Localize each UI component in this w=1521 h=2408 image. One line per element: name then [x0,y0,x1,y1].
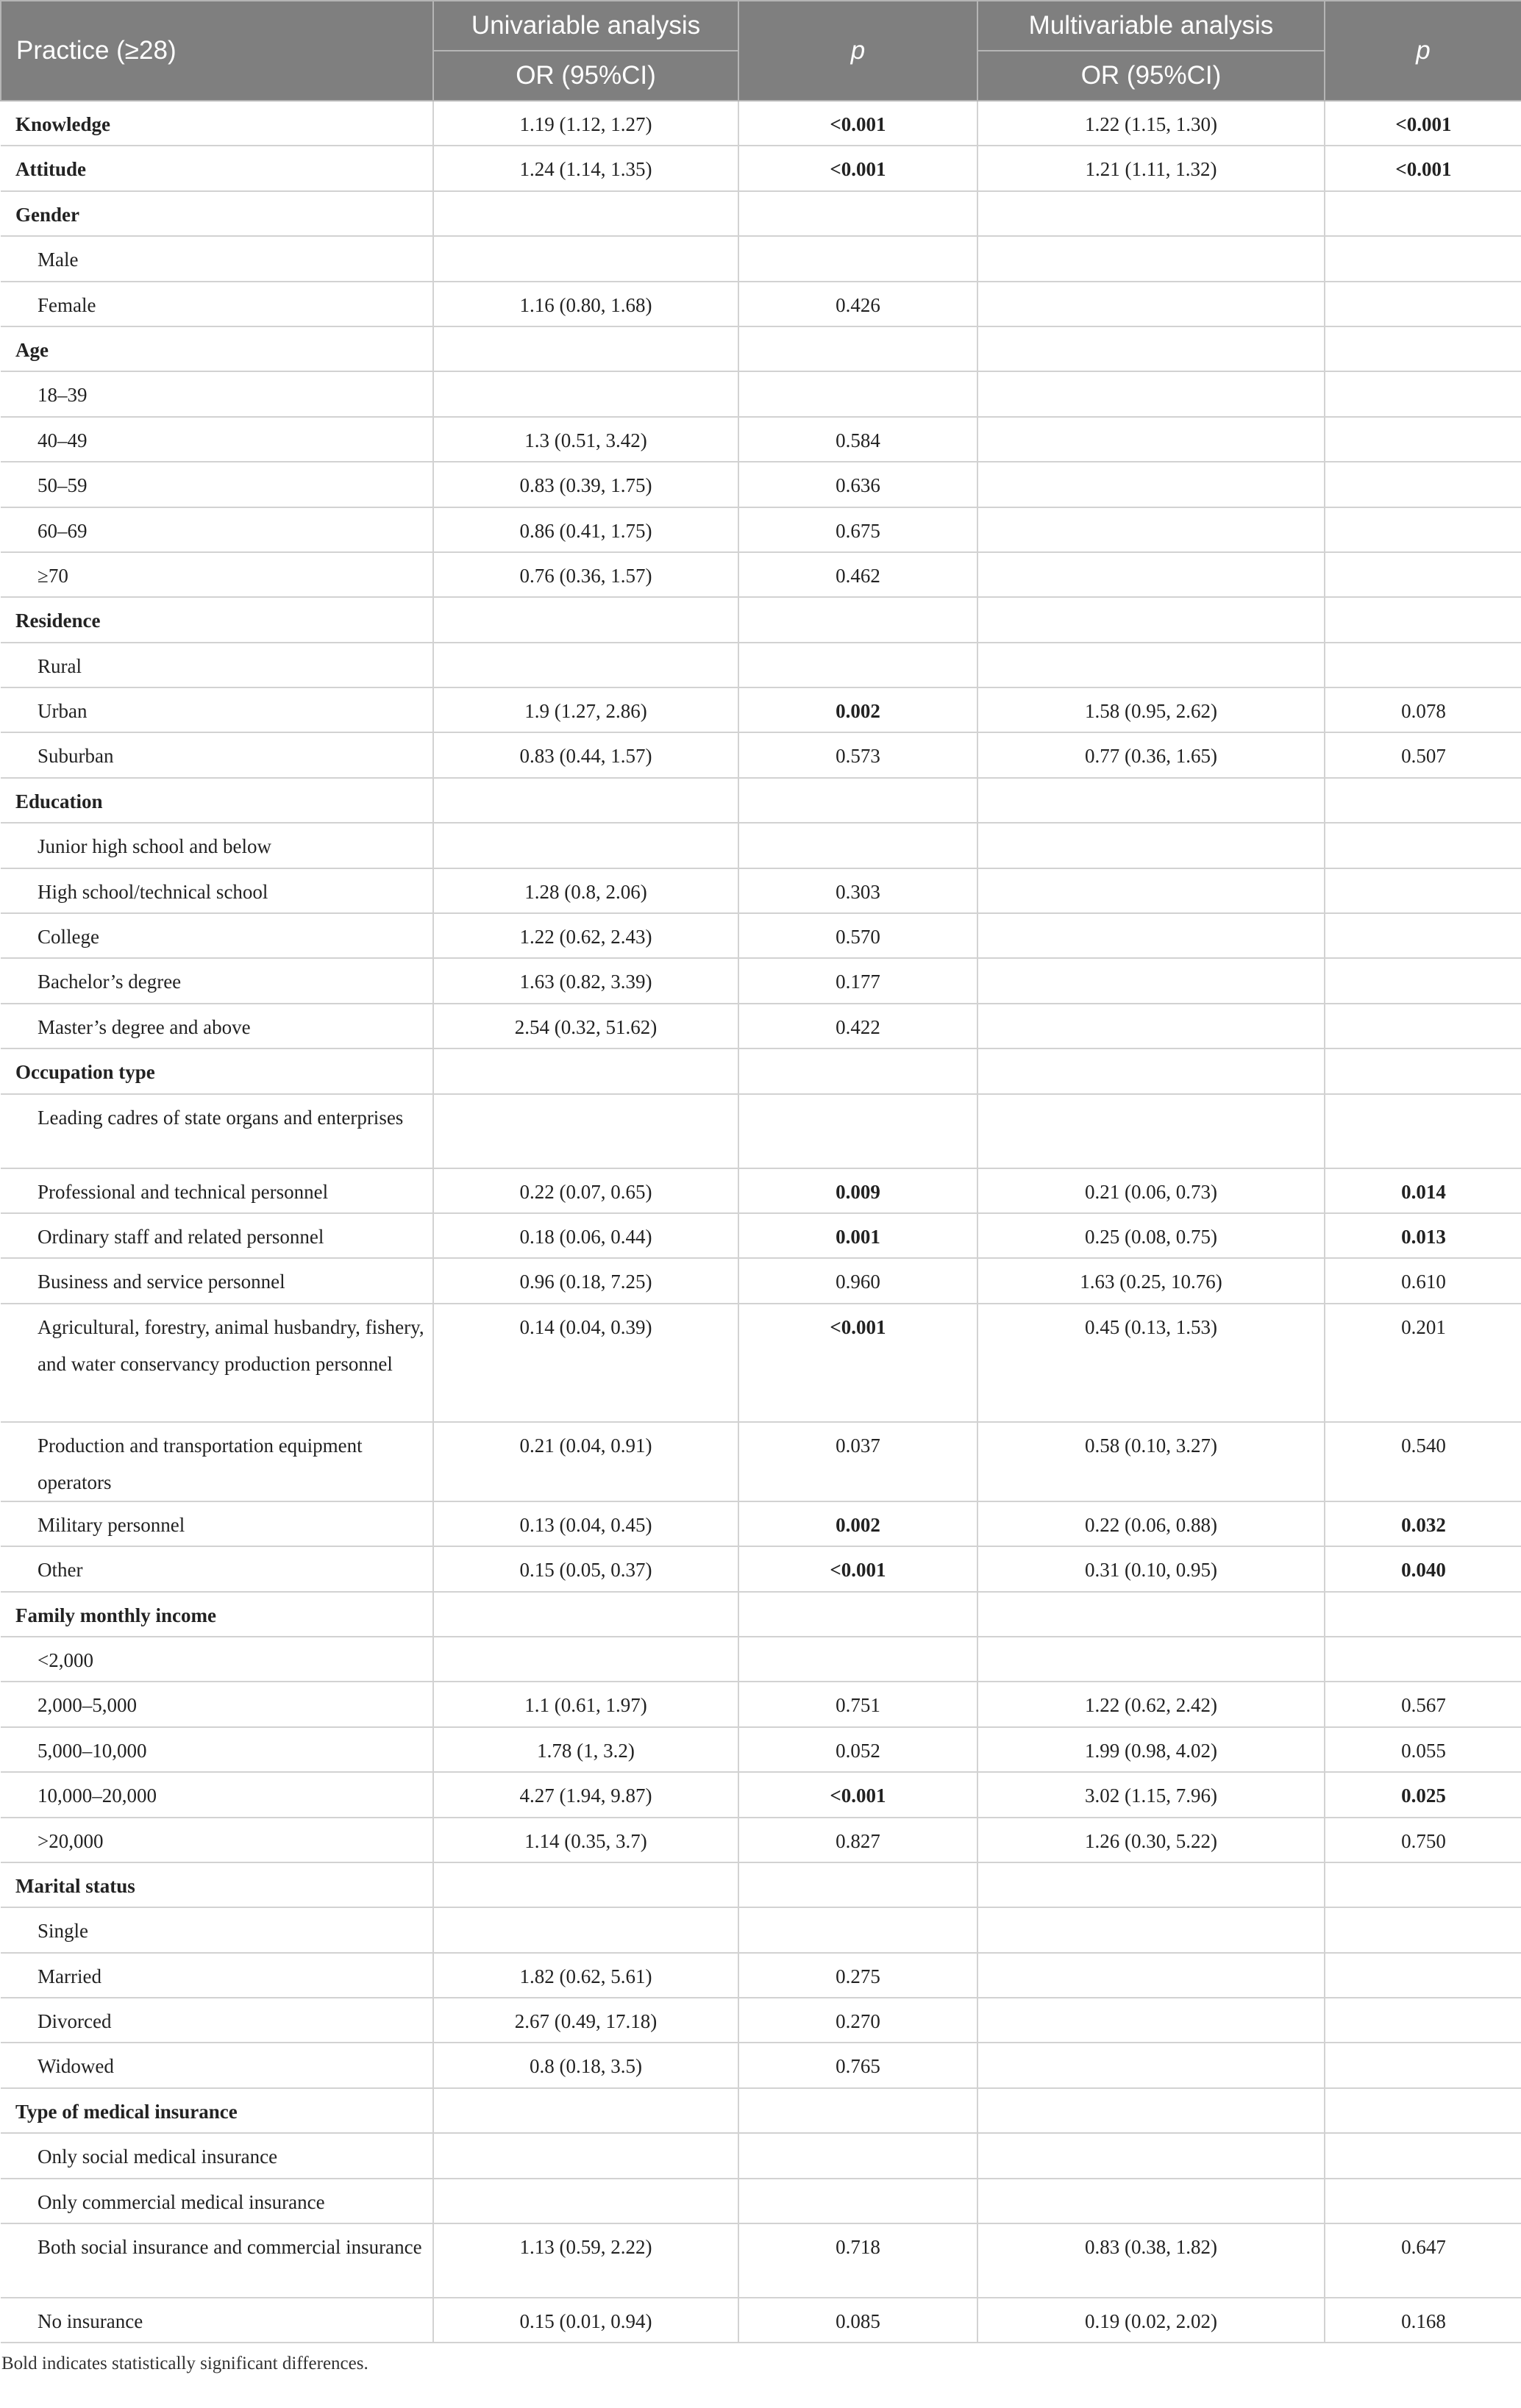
header-practice: Practice (≥28) [1,1,433,101]
multivariable-p-cell: <0.001 [1325,146,1521,190]
row-label: Age [1,326,433,371]
univariable-or-cell: 1.63 (0.82, 3.39) [433,958,738,1003]
multivariable-p-cell [1325,417,1521,462]
univariable-or-cell [433,1862,738,1907]
row-label: Female [1,282,433,326]
row-label: <2,000 [1,1637,433,1682]
univariable-or-cell [433,2133,738,2178]
row-label: Male [1,236,433,281]
table-row [1,1818,1521,1862]
multivariable-or-cell [977,1907,1325,1952]
multivariable-p-cell: 0.040 [1325,1546,1521,1591]
table-row [1,868,1521,913]
multivariable-p-cell: 0.647 [1325,2223,1521,2298]
univariable-or-cell: 0.83 (0.39, 1.75) [433,462,738,507]
table-row [1,1998,1521,2043]
univariable-p-cell: 0.960 [738,1258,977,1303]
row-label: Other [1,1546,433,1591]
multivariable-p-cell [1325,552,1521,597]
row-label: Marital status [1,1862,433,1907]
multivariable-or-cell [977,462,1325,507]
multivariable-p-cell: 0.201 [1325,1304,1521,1422]
multivariable-or-cell: 0.25 (0.08, 0.75) [977,1213,1325,1258]
univariable-p-cell: 0.426 [738,282,977,326]
multivariable-p-cell [1325,507,1521,552]
multivariable-p-cell [1325,1004,1521,1048]
row-label: ≥70 [1,552,433,597]
multivariable-or-cell: 1.58 (0.95, 2.62) [977,687,1325,732]
table-row [1,1592,1521,1637]
univariable-p-cell [738,326,977,371]
univariable-or-cell: 1.16 (0.80, 1.68) [433,282,738,326]
univariable-p-cell: 0.751 [738,1682,977,1726]
table-row [1,1304,1521,1422]
table-row [1,2179,1521,2223]
row-label: Residence [1,597,433,642]
table-row [1,1637,1521,1682]
multivariable-or-cell: 1.63 (0.25, 10.76) [977,1258,1325,1303]
univariable-p-cell [738,2179,977,2223]
univariable-or-cell: 1.1 (0.61, 1.97) [433,1682,738,1726]
table-row [1,1862,1521,1907]
univariable-or-cell: 1.78 (1, 3.2) [433,1727,738,1772]
univariable-p-cell: <0.001 [738,146,977,190]
row-label: Type of medical insurance [1,2088,433,2133]
univariable-or-cell: 0.86 (0.41, 1.75) [433,507,738,552]
row-label: Knowledge [1,101,433,146]
table-row [1,552,1521,597]
univariable-or-cell [433,2088,738,2133]
row-label: Attitude [1,146,433,190]
multivariable-or-cell [977,958,1325,1003]
univariable-or-cell: 0.76 (0.36, 1.57) [433,552,738,597]
multivariable-or-cell [977,282,1325,326]
multivariable-or-cell: 0.22 (0.06, 0.88) [977,1501,1325,1546]
univariable-p-cell: 0.009 [738,1168,977,1213]
univariable-p-cell [738,1048,977,1093]
row-label: >20,000 [1,1818,433,1862]
multivariable-or-cell [977,2043,1325,2087]
multivariable-or-cell [977,1592,1325,1637]
multivariable-p-cell [1325,1048,1521,1093]
multivariable-p-cell: 0.055 [1325,1727,1521,1772]
row-label: Only social medical insurance [1,2133,433,2178]
multivariable-or-cell [977,913,1325,958]
row-label: College [1,913,433,958]
multivariable-p-cell: 0.025 [1325,1772,1521,1817]
multivariable-p-cell [1325,1862,1521,1907]
table-row [1,282,1521,326]
table-row [1,326,1521,371]
table-row [1,1682,1521,1726]
row-label: High school/technical school [1,868,433,913]
univariable-p-cell: 0.765 [738,2043,977,2087]
table-row [1,236,1521,281]
multivariable-p-cell [1325,778,1521,823]
multivariable-p-cell: 0.507 [1325,732,1521,777]
multivariable-p-cell [1325,2133,1521,2178]
multivariable-or-cell [977,1998,1325,2043]
multivariable-p-cell: 0.078 [1325,687,1521,732]
univariable-or-cell [433,236,738,281]
univariable-or-cell [433,597,738,642]
multivariable-p-cell: 0.567 [1325,1682,1521,1726]
row-label: 18–39 [1,371,433,416]
univariable-p-cell: 0.037 [738,1422,977,1501]
univariable-or-cell: 2.54 (0.32, 51.62) [433,1004,738,1048]
univariable-or-cell [433,643,738,687]
univariable-p-cell [738,1907,977,1952]
table-row [1,1094,1521,1168]
row-label: Professional and technical personnel [1,1168,433,1213]
table-row [1,1772,1521,1817]
row-label: Business and service personnel [1,1258,433,1303]
multivariable-p-cell [1325,868,1521,913]
table-row [1,101,1521,146]
table-row [1,778,1521,823]
univariable-or-cell [433,823,738,868]
univariable-or-cell [433,2179,738,2223]
multivariable-or-cell: 0.45 (0.13, 1.53) [977,1304,1325,1422]
univariable-or-cell [433,1907,738,1952]
multivariable-p-cell [1325,643,1521,687]
row-label: Only commercial medical insurance [1,2179,433,2223]
table-row [1,597,1521,642]
multivariable-p-cell [1325,1953,1521,1998]
univariable-p-cell: 0.270 [738,1998,977,2043]
univariable-p-cell: 0.422 [738,1004,977,1048]
header-univariable: Univariable analysis [433,1,738,51]
row-label: Urban [1,687,433,732]
header-p-univariable: p [738,1,977,101]
row-label: 5,000–10,000 [1,1727,433,1772]
multivariable-p-cell: 0.013 [1325,1213,1521,1258]
univariable-p-cell [738,1637,977,1682]
univariable-or-cell: 0.14 (0.04, 0.39) [433,1304,738,1422]
row-label: Gender [1,191,433,236]
row-label: Suburban [1,732,433,777]
row-label: Leading cadres of state organs and enterprises [1,1094,433,1168]
table-row [1,1213,1521,1258]
multivariable-or-cell [977,326,1325,371]
univariable-p-cell: 0.584 [738,417,977,462]
multivariable-or-cell: 0.31 (0.10, 0.95) [977,1546,1325,1591]
multivariable-p-cell [1325,371,1521,416]
table-row [1,958,1521,1003]
univariable-p-cell [738,1592,977,1637]
table-row [1,2298,1521,2343]
univariable-p-cell: 0.636 [738,462,977,507]
univariable-p-cell [738,597,977,642]
univariable-or-cell [433,371,738,416]
univariable-or-cell: 2.67 (0.49, 17.18) [433,1998,738,2043]
univariable-or-cell: 0.15 (0.01, 0.94) [433,2298,738,2343]
row-label: Bachelor’s degree [1,958,433,1003]
multivariable-p-cell [1325,326,1521,371]
multivariable-or-cell [977,236,1325,281]
univariable-or-cell: 0.22 (0.07, 0.65) [433,1168,738,1213]
multivariable-p-cell: 0.032 [1325,1501,1521,1546]
univariable-p-cell: <0.001 [738,101,977,146]
univariable-p-cell: 0.718 [738,2223,977,2298]
table-row [1,1422,1521,1501]
multivariable-or-cell: 0.83 (0.38, 1.82) [977,2223,1325,2298]
multivariable-or-cell [977,191,1325,236]
multivariable-p-cell [1325,282,1521,326]
univariable-p-cell: 0.001 [738,1213,977,1258]
multivariable-p-cell [1325,462,1521,507]
multivariable-p-cell [1325,2179,1521,2223]
table-row [1,687,1521,732]
univariable-or-cell [433,191,738,236]
univariable-p-cell: <0.001 [738,1546,977,1591]
multivariable-or-cell: 0.77 (0.36, 1.65) [977,732,1325,777]
univariable-or-cell: 1.3 (0.51, 3.42) [433,417,738,462]
table-row [1,1048,1521,1093]
univariable-p-cell: 0.275 [738,1953,977,1998]
row-label: Family monthly income [1,1592,433,1637]
univariable-or-cell [433,1048,738,1093]
multivariable-or-cell [977,1953,1325,1998]
multivariable-p-cell: <0.001 [1325,101,1521,146]
row-label: Agricultural, forestry, animal husbandry, fishery, and water conservancy production personnel [1,1304,433,1422]
univariable-p-cell [738,191,977,236]
row-label: 2,000–5,000 [1,1682,433,1726]
multivariable-or-cell [977,507,1325,552]
univariable-p-cell: 0.462 [738,552,977,597]
univariable-or-cell: 0.13 (0.04, 0.45) [433,1501,738,1546]
univariable-p-cell: 0.303 [738,868,977,913]
univariable-p-cell: 0.573 [738,732,977,777]
table-footnote: Bold indicates statistically significant differences. [1,2354,368,2374]
row-label: Master’s degree and above [1,1004,433,1048]
multivariable-p-cell: 0.750 [1325,1818,1521,1862]
row-label: Occupation type [1,1048,433,1093]
univariable-or-cell: 1.19 (1.12, 1.27) [433,101,738,146]
multivariable-or-cell [977,1094,1325,1168]
univariable-p-cell [738,1094,977,1168]
table-row [1,1727,1521,1772]
multivariable-or-cell [977,1048,1325,1093]
multivariable-or-cell: 1.21 (1.11, 1.32) [977,146,1325,190]
table-row [1,146,1521,190]
multivariable-p-cell [1325,2043,1521,2087]
univariable-or-cell: 0.8 (0.18, 3.5) [433,2043,738,2087]
header-multivariable: Multivariable analysis [977,1,1325,51]
univariable-or-cell [433,1094,738,1168]
univariable-or-cell: 1.13 (0.59, 2.22) [433,2223,738,2298]
table-row [1,732,1521,777]
row-label: Junior high school and below [1,823,433,868]
table-row [1,2223,1521,2298]
univariable-p-cell: 0.570 [738,913,977,958]
univariable-p-cell [738,643,977,687]
univariable-or-cell: 0.83 (0.44, 1.57) [433,732,738,777]
univariable-p-cell [738,1862,977,1907]
multivariable-p-cell: 0.014 [1325,1168,1521,1213]
row-label: Widowed [1,2043,433,2087]
univariable-p-cell [738,236,977,281]
table-row [1,507,1521,552]
univariable-or-cell: 4.27 (1.94, 9.87) [433,1772,738,1817]
univariable-p-cell: 0.052 [738,1727,977,1772]
table-row [1,1168,1521,1213]
univariable-or-cell: 1.28 (0.8, 2.06) [433,868,738,913]
multivariable-p-cell: 0.610 [1325,1258,1521,1303]
multivariable-p-cell [1325,597,1521,642]
table-row [1,823,1521,868]
table-row [1,1907,1521,1952]
row-label: Education [1,778,433,823]
univariable-or-cell: 1.9 (1.27, 2.86) [433,687,738,732]
multivariable-or-cell [977,371,1325,416]
univariable-p-cell: 0.002 [738,687,977,732]
multivariable-p-cell: 0.540 [1325,1422,1521,1501]
multivariable-or-cell: 0.58 (0.10, 3.27) [977,1422,1325,1501]
multivariable-p-cell [1325,191,1521,236]
univariable-p-cell [738,2088,977,2133]
row-label: Production and transportation equipment operators [1,1422,433,1501]
univariable-p-cell: 0.085 [738,2298,977,2343]
multivariable-or-cell [977,552,1325,597]
multivariable-p-cell [1325,913,1521,958]
multivariable-or-cell [977,597,1325,642]
multivariable-p-cell [1325,823,1521,868]
table-row [1,2133,1521,2178]
table-row [1,2043,1521,2087]
header-or-univariable: OR (95%CI) [433,51,738,101]
table-row [1,462,1521,507]
multivariable-or-cell [977,1862,1325,1907]
multivariable-or-cell [977,643,1325,687]
univariable-or-cell [433,326,738,371]
multivariable-p-cell [1325,958,1521,1003]
univariable-p-cell: 0.002 [738,1501,977,1546]
multivariable-or-cell [977,2088,1325,2133]
multivariable-or-cell [977,868,1325,913]
multivariable-or-cell [977,778,1325,823]
row-label: No insurance [1,2298,433,2343]
row-label: Rural [1,643,433,687]
table-row [1,913,1521,958]
row-label: 50–59 [1,462,433,507]
univariable-or-cell: 0.18 (0.06, 0.44) [433,1213,738,1258]
row-label: 60–69 [1,507,433,552]
multivariable-or-cell: 1.22 (1.15, 1.30) [977,101,1325,146]
univariable-or-cell: 0.21 (0.04, 0.91) [433,1422,738,1501]
row-label: Married [1,1953,433,1998]
multivariable-or-cell: 1.26 (0.30, 5.22) [977,1818,1325,1862]
univariable-or-cell [433,778,738,823]
univariable-p-cell: 0.177 [738,958,977,1003]
multivariable-or-cell [977,2179,1325,2223]
univariable-or-cell [433,1592,738,1637]
multivariable-or-cell: 1.22 (0.62, 2.42) [977,1682,1325,1726]
multivariable-p-cell: 0.168 [1325,2298,1521,2343]
table-row [1,1501,1521,1546]
multivariable-or-cell [977,1637,1325,1682]
univariable-or-cell: 1.82 (0.62, 5.61) [433,1953,738,1998]
row-label: Military personnel [1,1501,433,1546]
univariable-p-cell: <0.001 [738,1772,977,1817]
table-row [1,1953,1521,1998]
multivariable-or-cell: 0.21 (0.06, 0.73) [977,1168,1325,1213]
table-row [1,1546,1521,1591]
multivariable-p-cell [1325,1094,1521,1168]
univariable-p-cell: 0.827 [738,1818,977,1862]
univariable-p-cell [738,778,977,823]
univariable-or-cell [433,1637,738,1682]
multivariable-p-cell [1325,236,1521,281]
multivariable-or-cell [977,1004,1325,1048]
table-row [1,371,1521,416]
header-or-multivariable: OR (95%CI) [977,51,1325,101]
table-row [1,191,1521,236]
univariable-p-cell: <0.001 [738,1304,977,1422]
row-label: Single [1,1907,433,1952]
multivariable-or-cell [977,417,1325,462]
multivariable-or-cell: 3.02 (1.15, 7.96) [977,1772,1325,1817]
univariable-or-cell: 0.96 (0.18, 7.25) [433,1258,738,1303]
table-header [1,1,1521,101]
multivariable-p-cell [1325,1907,1521,1952]
univariable-or-cell: 1.14 (0.35, 3.7) [433,1818,738,1862]
row-label: Both social insurance and commercial insurance [1,2223,433,2298]
row-label: 10,000–20,000 [1,1772,433,1817]
table-row [1,2088,1521,2133]
multivariable-or-cell [977,823,1325,868]
table-body [1,101,1521,2343]
multivariable-or-cell: 1.99 (0.98, 4.02) [977,1727,1325,1772]
univariable-or-cell: 1.24 (1.14, 1.35) [433,146,738,190]
univariable-p-cell: 0.675 [738,507,977,552]
header-p-multivariable: p [1325,1,1521,101]
row-label: Ordinary staff and related personnel [1,1213,433,1258]
table-row [1,417,1521,462]
univariable-or-cell: 1.22 (0.62, 2.43) [433,913,738,958]
univariable-or-cell: 0.15 (0.05, 0.37) [433,1546,738,1591]
univariable-p-cell [738,2133,977,2178]
multivariable-or-cell [977,2133,1325,2178]
univariable-p-cell [738,371,977,416]
row-label: 40–49 [1,417,433,462]
table-row [1,1258,1521,1303]
multivariable-p-cell [1325,1998,1521,2043]
multivariable-p-cell [1325,1637,1521,1682]
table-row [1,1004,1521,1048]
multivariable-p-cell [1325,2088,1521,2133]
row-label: Divorced [1,1998,433,2043]
multivariable-p-cell [1325,1592,1521,1637]
table-row [1,643,1521,687]
multivariable-or-cell: 0.19 (0.02, 2.02) [977,2298,1325,2343]
univariable-p-cell [738,823,977,868]
